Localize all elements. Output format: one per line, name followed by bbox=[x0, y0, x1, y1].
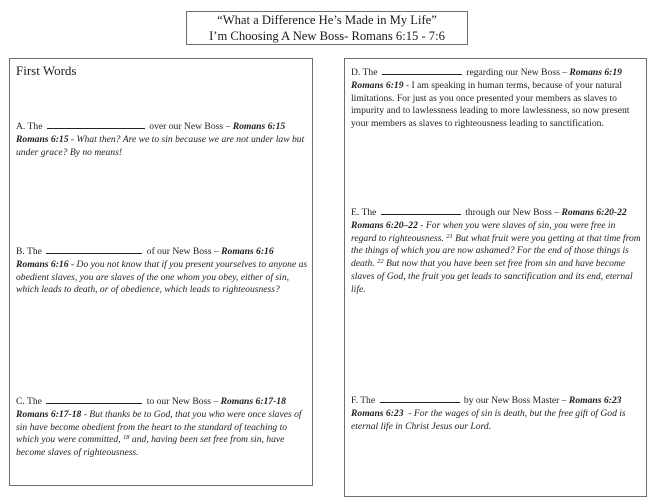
verse-text bbox=[351, 220, 642, 297]
verse-body: For when you were slaves of sin, you were free in regard to righteousness. bbox=[351, 219, 616, 244]
item-subject: over our New Boss – bbox=[149, 121, 231, 132]
fill-in-blank[interactable] bbox=[46, 244, 142, 254]
verse-number: 22 bbox=[377, 258, 384, 266]
verse-text bbox=[16, 259, 308, 297]
verse-reference: Romans 6:23 bbox=[351, 407, 404, 419]
outline-item-c bbox=[16, 394, 308, 460]
verse-reference: Romans 6:19 bbox=[351, 79, 404, 91]
title-line-2: I’m Choosing A New Boss- Romans 6:15 - 7:6 bbox=[209, 28, 445, 43]
verse-number: 21 bbox=[446, 232, 453, 240]
fill-in-blank[interactable] bbox=[382, 65, 462, 75]
right-panel bbox=[344, 58, 647, 497]
verse-separator: - bbox=[68, 258, 77, 270]
verse-separator: - bbox=[403, 79, 412, 91]
fill-in-blank[interactable] bbox=[381, 205, 461, 215]
item-heading bbox=[16, 119, 308, 134]
verse-reference: Romans 6:16 bbox=[16, 258, 69, 270]
verse-text bbox=[351, 80, 642, 131]
verse-body: What then? Are we to sin because we are not under law but under grace? By no means! bbox=[16, 133, 305, 158]
item-letter: C. The bbox=[16, 396, 42, 407]
verse-separator: - bbox=[417, 219, 426, 231]
scripture-reference: Romans 6:20-22 bbox=[561, 207, 627, 218]
fill-in-blank[interactable] bbox=[47, 119, 145, 129]
fill-in-blank[interactable] bbox=[46, 394, 142, 404]
item-letter: A. The bbox=[16, 121, 43, 132]
verse-separator: - bbox=[68, 133, 77, 145]
verse-separator: - bbox=[403, 407, 414, 419]
outline-item-f bbox=[351, 393, 642, 433]
verse-body: But now that you have been set free from sin and have become slaves of God, the fruit you get leads to sanctification and its end, eternal life. bbox=[351, 258, 633, 295]
item-heading bbox=[351, 65, 642, 80]
item-letter: E. The bbox=[351, 207, 377, 218]
left-panel bbox=[9, 58, 313, 486]
outline-item-d bbox=[351, 65, 642, 131]
verse-reference: Romans 6:20–22 bbox=[351, 219, 418, 231]
outline-item-b bbox=[16, 244, 308, 297]
verse-text bbox=[351, 408, 642, 434]
verse-body: For the wages of sin is death, but the free gift of God is eternal life in Christ Jesus our Lord. bbox=[351, 407, 626, 432]
item-letter: D. The bbox=[351, 67, 378, 78]
scripture-reference: Romans 6:15 bbox=[232, 121, 286, 132]
verse-body: I am speaking in human terms, because of your natural limitations. For just as you once presented your members as slaves to impurity and to lawlessness leading to more lawlessness, so now present your members as slaves to righteousness leading to sanctification. bbox=[351, 79, 630, 130]
item-subject: of our New Boss – bbox=[146, 246, 219, 257]
verse-number: 18 bbox=[123, 434, 130, 442]
scripture-reference: Romans 6:19 bbox=[569, 67, 622, 78]
verse-body: But thanks be to God, that you who were once slaves of sin have become obedient from the heart to the standard of teaching to which you were committed, bbox=[16, 408, 302, 446]
item-letter: B. The bbox=[16, 246, 42, 257]
outline-item-e bbox=[351, 205, 642, 297]
verse-body: Do you not know that if you present yourselves to anyone as obedient slaves, you are slaves of the one whom you obey, either of sin, which leads to death, or of obedience, which leads to righteousness? bbox=[16, 258, 308, 296]
item-heading bbox=[16, 244, 308, 259]
item-subject: regarding our New Boss – bbox=[466, 67, 567, 78]
verse-separator: - bbox=[81, 408, 90, 420]
panel-heading: First Words bbox=[16, 63, 77, 78]
verse-body: and, having been set free from sin, have become slaves of righteousness. bbox=[16, 434, 285, 459]
fill-in-blank[interactable] bbox=[380, 393, 460, 403]
item-subject: through our New Boss – bbox=[465, 207, 560, 218]
outline-item-a bbox=[16, 119, 308, 159]
scripture-reference: Romans 6:23 bbox=[568, 395, 622, 406]
item-heading bbox=[351, 393, 642, 408]
item-heading bbox=[351, 205, 642, 220]
title-box bbox=[186, 11, 468, 45]
title-line-1: “What a Difference He’s Made in My Life” bbox=[217, 13, 437, 27]
scripture-reference: Romans 6:17-18 bbox=[220, 396, 286, 407]
item-subject: by our New Boss Master – bbox=[463, 395, 567, 406]
item-subject: to our New Boss – bbox=[146, 396, 219, 407]
item-heading bbox=[16, 394, 308, 409]
item-letter: F. The bbox=[351, 395, 376, 406]
verse-text bbox=[16, 409, 308, 460]
verse-reference: Romans 6:17-18 bbox=[16, 408, 82, 420]
scripture-reference: Romans 6:16 bbox=[221, 246, 274, 257]
verse-body: But what fruit were you getting at that time from the things of which you are now ashamed? For the end of those things is death. bbox=[351, 232, 641, 270]
verse-text bbox=[16, 134, 308, 160]
verse-reference: Romans 6:15 bbox=[16, 133, 69, 145]
